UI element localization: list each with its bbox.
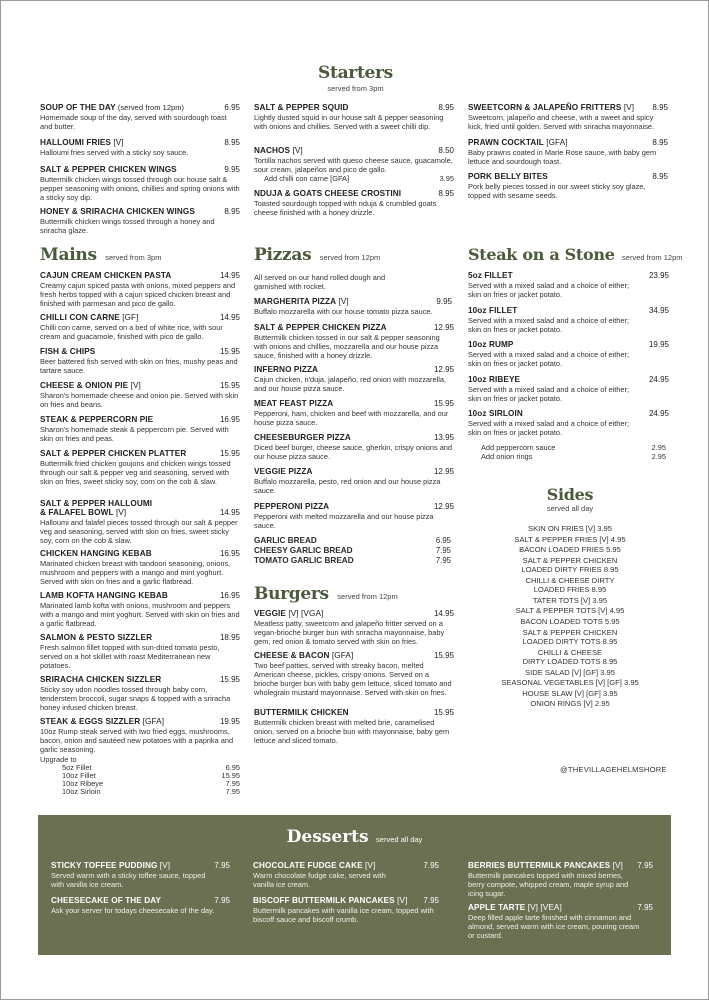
- bread-price: 7.95: [435, 546, 451, 555]
- menu-item: [253, 861, 439, 889]
- item-price: 8.95: [652, 103, 668, 112]
- upgrade-label: Upgrade to: [40, 755, 77, 764]
- item-name: STEAK & EGGS SIZZLER: [40, 717, 141, 726]
- sides-title: Sides: [546, 485, 594, 504]
- side-item: SALT & PEPPER CHICKEN: [522, 627, 618, 637]
- menu-item: [254, 323, 454, 360]
- side-item: BACON LOADED TOTS 5.95: [520, 616, 620, 626]
- extra-price: 2.95: [651, 443, 666, 452]
- item-description: Sweetcorn, jalapeño and cheese, with a sweet and spicy kick, fried until golden. Served with sriracha mayonnaise.: [468, 113, 655, 131]
- item-description: Diced beef burger, cheese sauce, gherkin, crispy onions and our house pizza sauce.: [254, 443, 453, 461]
- extra-price: 3.95: [439, 174, 454, 183]
- item-name: CAJUN CREAM CHICKEN PASTA: [40, 271, 172, 280]
- item-name: SOUP OF THE DAY: [40, 103, 116, 112]
- item-price: 12.95: [433, 323, 454, 332]
- item-description: Toasted sourdough topped with nduja & crumbled goats cheese finished with a honey drizzle.: [254, 199, 437, 217]
- side-item: BACON LOADED FRIES 5.95: [519, 545, 621, 555]
- item-description: Served with a mixed salad and a choice of either; skin on fries or jacket potato.: [468, 385, 630, 403]
- item-tag: [V]: [394, 896, 408, 905]
- item-tag: [V]: [336, 297, 349, 306]
- menu-item: [254, 651, 454, 697]
- desserts-header: [38, 827, 671, 847]
- item-description: Buffalo mozzarella, pesto, red onion and our house pizza sauce.: [254, 477, 441, 495]
- side-item: LOADED FRIES 8.95: [533, 584, 607, 594]
- menu-item: [40, 207, 240, 235]
- item-price: 8.95: [224, 138, 240, 147]
- item-tag: [V]: [157, 861, 171, 870]
- menu-item: [468, 409, 669, 437]
- item-name: CHEESECAKE OF THE DAY: [51, 896, 162, 905]
- item-description: Buttermilk chicken wings tossed through a honey and sriracha glaze.: [40, 217, 215, 235]
- item-name: SALT & PEPPER HALLOUMI: [40, 499, 153, 508]
- upgrade-option: [62, 788, 240, 796]
- item-price: 7.95: [423, 861, 439, 870]
- steak-title: Steak on a Stone: [468, 245, 615, 264]
- burgers-subtitle: served from 12pm: [337, 592, 398, 601]
- item-price: 15.95: [219, 449, 240, 458]
- item-name: PRAWN COCKTAIL: [468, 138, 544, 147]
- item-tag: [V]: [610, 861, 623, 870]
- item-name: SALMON & PESTO SIZZLER: [40, 633, 153, 642]
- item-description: Cajun chicken, n'duja, jalapeño, red onion with mozzarella, and our house pizza sauce.: [254, 375, 447, 393]
- item-name: 10oz RIBEYE: [468, 375, 521, 384]
- item-description: Buttermilk fried chicken goujons and chicken wings tossed through our salt & pepper veg and seasoning, served with skin on fries, sweet sticky soy, corn on the cob & slaw.: [40, 459, 231, 486]
- item-price: 16.95: [219, 549, 240, 558]
- item-price: 14.95: [219, 313, 240, 322]
- item-price: 7.95: [637, 861, 653, 870]
- sides-list: [468, 524, 672, 710]
- item-price: 6.95: [224, 103, 240, 112]
- item-name: SALT & PEPPER SQUID: [254, 103, 349, 112]
- item-description: Buttermilk chicken tossed in our salt & pepper seasoning with onions and chillies, mozzarella and our house pizza sauce, finished with a honey drizzle.: [254, 333, 440, 360]
- item-description: 10oz Rump steak served with two fried eggs, mushrooms, bacon, onion and sautéed new potatoes with a paprika and garlic seasoning.: [40, 727, 234, 754]
- menu-item: [254, 189, 454, 217]
- item-price: 7.95: [214, 861, 230, 870]
- item-name: SWEETCORN & JALAPEÑO FRITTERS: [468, 103, 622, 112]
- item-name: MARGHERITA PIZZA: [254, 297, 337, 306]
- item-price: 14.95: [219, 271, 240, 280]
- item-price: 34.95: [648, 306, 669, 315]
- item-tag: [V]: [290, 146, 303, 155]
- item-description: Lightly dusted squid in our house salt & pepper seasoning with onions and chillies. Served with a sweet chilli dip.: [254, 113, 444, 131]
- item-name: NDUJA & GOATS CHEESE CROSTINI: [254, 189, 402, 198]
- option-label: 10oz Ribeye: [62, 779, 104, 788]
- option-label: 10oz Sirloin: [62, 787, 101, 796]
- side-item: DIRTY LOADED TOTS 8.95: [522, 656, 618, 666]
- menu-item: [468, 903, 653, 940]
- bread-item: [254, 546, 451, 556]
- item-name: HONEY & SRIRACHA CHICKEN WINGS: [40, 207, 195, 216]
- desserts-title: Desserts: [286, 827, 369, 847]
- side-item: SALT & PEPPER FRIES [V] 4.95: [514, 534, 626, 544]
- item-description: Creamy cajun spiced pasta with onions, mixed peppers and fresh herbs topped with a cajun spiced chicken breast and finished with parmesan and pico de gallo.: [40, 281, 236, 308]
- item-tag: [V]: [128, 381, 141, 390]
- item-price: 19.95: [648, 340, 669, 349]
- pizzas-header: [254, 245, 454, 265]
- item-tag: [V]: [362, 861, 376, 870]
- menu-item: [40, 381, 240, 409]
- item-description: Ask your server for todays cheesecake of the day.: [51, 906, 215, 915]
- menu-item: [468, 861, 653, 898]
- item-name: SALT & PEPPER CHICKEN PLATTER: [40, 449, 187, 458]
- upgrade-list: [40, 764, 240, 796]
- menu-item: [468, 138, 668, 166]
- option-price: 7.95: [225, 787, 240, 796]
- item-description: Meatless patty, sweetcorn and jalapeño fritter served on a vegan-brioche burger bun with sriracha mayonnaise, baby gem, red onion & tomato served with skin on fries.: [254, 619, 445, 646]
- item-price: 9.95: [436, 297, 452, 306]
- item-description: Buttermilk chicken breast with melted brie, caramelised onion, served on a brioche bun with mayonnaise, baby gem lettuce and sliced tomato.: [254, 718, 450, 745]
- item-price: 8.50: [438, 146, 454, 155]
- item-price: 13.95: [433, 433, 454, 442]
- item-description: Sharon's homemade cheese and onion pie. Served with skin on fries and beans.: [40, 391, 239, 409]
- item-tag: [V]: [111, 138, 124, 147]
- social-handle: @THEVILLAGEHELMSHORE: [560, 765, 667, 774]
- option-price: 15.95: [221, 771, 240, 780]
- pizzas-title: Pizzas: [254, 245, 312, 265]
- item-price: 24.95: [648, 409, 669, 418]
- item-description: Beer battered fish served with skin on fries, mushy peas and tartare sauce.: [40, 357, 238, 375]
- burgers-title: Burgers: [254, 584, 329, 604]
- menu-item: [254, 365, 454, 393]
- mains-title: Mains: [40, 245, 97, 265]
- item-price: 7.95: [637, 903, 653, 912]
- item-name: STEAK & PEPPERCORN PIE: [40, 415, 154, 424]
- item-name: CHEESE & BACON: [254, 651, 330, 660]
- item-name-line2: & FALAFEL BOWL: [40, 508, 114, 517]
- bread-item: [254, 536, 451, 546]
- item-tag: [V] [VEA]: [525, 903, 562, 912]
- item-description: Fresh salmon fillet topped with sun-dried tomato pesto, served on a hot skillet with roast Mediterranean new potatoes.: [40, 643, 220, 670]
- steak-extras: [481, 444, 666, 461]
- menu-item: [254, 103, 454, 131]
- item-name: APPLE TARTE: [468, 903, 526, 912]
- item-description: Pork belly pieces tossed in our sweet sticky soy glaze, topped with sesame seeds.: [468, 182, 646, 200]
- desserts-panel: [38, 815, 671, 955]
- menu-item: [51, 861, 230, 889]
- item-description: Homemade soup of the day, served with sourdough toast and butter.: [40, 113, 227, 131]
- item-price: 14.95: [433, 609, 454, 618]
- menu-item: [254, 502, 454, 530]
- item-price: 12.95: [433, 502, 454, 511]
- item-description: Served with a mixed salad and a choice of either; skin on fries or jacket potato.: [468, 281, 630, 299]
- desserts-subtitle: served all day: [376, 835, 423, 844]
- item-name: CHILLI CON CARNE: [40, 313, 120, 322]
- item-name: STICKY TOFFEE PUDDING: [51, 861, 158, 870]
- item-description: Halloumi fries served with a sticky soy sauce.: [40, 148, 189, 157]
- item-description: Marinated chicken breast with tandoori seasoning, onions, mushroom and peppers with a mango and mint yoghurt. Served with skin on fries and a garlic flatbread.: [40, 559, 231, 586]
- menu-item: [254, 467, 454, 495]
- item-name: 10oz RUMP: [468, 340, 514, 349]
- item-name: BERRIES BUTTERMILK PANCAKES: [468, 861, 611, 870]
- item-description: Sticky soy udon noodles tossed through baby corn, tenderstem broccoli, sugar snaps & topped with a sriracha honey infused chicken breast.: [40, 685, 231, 712]
- menu-item: [40, 499, 240, 545]
- item-name: 5oz FILLET: [468, 271, 513, 280]
- item-tag: [V]: [621, 103, 635, 112]
- menu-item: [40, 633, 240, 670]
- menu-item: [40, 313, 240, 341]
- item-price: 15.95: [219, 675, 240, 684]
- item-price: 15.95: [219, 381, 240, 390]
- item-price: 15.95: [433, 708, 454, 717]
- sides-subtitle: served all day: [546, 504, 594, 513]
- item-price: 15.95: [219, 347, 240, 356]
- item-name: 10oz SIRLOIN: [468, 409, 523, 418]
- menu-item: [40, 138, 240, 157]
- starters-subtitle: served from 3pm: [327, 84, 384, 93]
- menu-item: [254, 399, 454, 427]
- burgers-header: [254, 584, 454, 604]
- item-name: INFERNO PIZZA: [254, 365, 319, 374]
- menu-item: [40, 347, 240, 375]
- item-description: Sharon's homemade steak & peppercorn pie. Served with skin on fries and peas.: [40, 425, 229, 443]
- extra-label: Add peppercorn sauce: [481, 443, 556, 452]
- item-description: Buffalo mozzarella with our house tomato pizza sauce.: [254, 307, 433, 316]
- item-description: Served with a mixed salad and a choice of either; skin on fries or jacket potato.: [468, 316, 630, 334]
- side-item: SEASONAL VEGETABLES [V] [GF] 3.95: [501, 678, 639, 688]
- item-note: (served from 12pm): [115, 103, 185, 112]
- item-name: CHICKEN HANGING KEBAB: [40, 549, 152, 558]
- menu-item: [254, 297, 452, 316]
- item-name: HALLOUMI FRIES: [40, 138, 111, 147]
- item-price: 14.95: [219, 508, 240, 517]
- item-name: SALT & PEPPER CHICKEN PIZZA: [254, 323, 387, 332]
- item-price: 8.95: [438, 103, 454, 112]
- item-description: Deep filled apple tarte finished with cinnamon and almond, served warm with ice cream, pouring cream or custard.: [468, 913, 640, 940]
- item-price: 19.95: [219, 717, 240, 726]
- side-item: CHILLI & CHEESE DIRTY: [525, 575, 615, 585]
- menu-item: [51, 896, 230, 915]
- side-item: SIDE SALAD [V] [GF] 3.95: [525, 667, 615, 677]
- item-tag: [GFA]: [140, 717, 165, 726]
- menu-item: [40, 271, 240, 308]
- item-description: Halloumi and falafel pieces tossed through our salt & pepper veg and seasoning, served with skin on fries, sweet sticky soy, corn on the cob & slaw.: [40, 518, 238, 545]
- mains-subtitle: served from 3pm: [105, 253, 162, 262]
- item-price: 7.95: [214, 896, 230, 905]
- menu-item: [40, 549, 240, 586]
- item-tag: [V] [VGA]: [286, 609, 324, 618]
- menu-item: [254, 433, 454, 461]
- side-item: CHILLI & CHEESE: [537, 647, 603, 657]
- bread-label: TOMATO GARLIC BREAD: [254, 556, 354, 565]
- item-name: PORK BELLY BITES: [468, 172, 548, 181]
- side-item: LOADED DIRTY FRIES 8.95: [521, 564, 619, 574]
- item-price: 18.95: [219, 633, 240, 642]
- option-price: 6.95: [225, 763, 240, 772]
- item-description: Buttermilk pancakes with vanilla ice cream, topped with biscoff sauce and biscoff crumb.: [253, 906, 434, 924]
- menu-item: [253, 896, 439, 924]
- item-extra: [254, 174, 454, 183]
- item-name: SRIRACHA CHICKEN SIZZLER: [40, 675, 162, 684]
- item-description: Buttermilk chicken wings tossed through our house salt & pepper seasoning with onions, chillies and spring onions with a sticky soy dip.: [40, 175, 240, 202]
- menu-item: [468, 172, 668, 200]
- menu-item: [254, 609, 454, 646]
- item-price: 16.95: [219, 415, 240, 424]
- item-price: 8.95: [438, 189, 454, 198]
- menu-item: [40, 103, 240, 131]
- bread-label: CHEESY GARLIC BREAD: [254, 546, 353, 555]
- item-name: VEGGIE PIZZA: [254, 467, 313, 476]
- option-label: 10oz Fillet: [62, 771, 96, 780]
- steak-subtitle: served from 12pm: [622, 253, 683, 262]
- menu-item: [40, 449, 240, 486]
- menu-item: [40, 675, 240, 712]
- side-item: SKIN ON FRIES [V] 3.95: [528, 524, 612, 533]
- item-description: Pepperoni, ham, chicken and beef with mozzarella, and our house pizza sauce.: [254, 409, 449, 427]
- item-tag: [V]: [113, 508, 127, 517]
- menu-item: [40, 717, 240, 796]
- steak-header: [468, 245, 683, 265]
- item-price: 15.95: [433, 399, 454, 408]
- item-description: Warm chocolate fudge cake, served with vanilla ice cream.: [253, 871, 386, 889]
- item-name: NACHOS: [254, 146, 291, 155]
- item-description: Baby prawns coated in Marie Rose sauce, with baby gem lettuce and sourdough toast.: [468, 148, 657, 166]
- side-item: ONION RINGS [V] 2.95: [530, 699, 610, 709]
- menu-item: [468, 306, 669, 334]
- starters-title: Starters: [318, 63, 393, 83]
- menu-item: [468, 340, 669, 368]
- item-name: 10oz FILLET: [468, 306, 518, 315]
- item-description: Two beef patties, served with streaky bacon, melted American cheese, pickles, crispy onions. Served on a brioche burger bun with baby gem lettuce, sliced tomato and wholegrain mustard mayonnaise. Served with skin on fries.: [254, 661, 452, 697]
- item-name: LAMB KOFTA HANGING KEBAB: [40, 591, 168, 600]
- item-name: FISH & CHIPS: [40, 347, 96, 356]
- starters-header: [1, 63, 709, 93]
- item-price: 8.95: [224, 207, 240, 216]
- item-price: 8.95: [652, 172, 668, 181]
- menu-item: [40, 415, 240, 443]
- option-label: 5oz Fillet: [62, 763, 92, 772]
- item-name: MEAT FEAST PIZZA: [254, 399, 334, 408]
- bread-list: [254, 536, 451, 566]
- item-name: BUTTERMILK CHICKEN: [254, 708, 349, 717]
- item-description: Buttermilk pancakes topped with mixed berries, berry compote, whipped cream, maple syrup and icing sugar.: [468, 871, 629, 898]
- mains-header: [40, 245, 240, 265]
- extra-price: 2.95: [651, 451, 666, 461]
- bread-price: 6.95: [435, 536, 451, 545]
- menu-item: [254, 708, 454, 745]
- bread-label: GARLIC BREAD: [254, 536, 317, 545]
- item-price: 16.95: [219, 591, 240, 600]
- side-item: SALT & PEPPER TOTS [V] 4.95: [515, 606, 625, 616]
- item-tag: [GFA]: [543, 138, 568, 147]
- item-price: 9.95: [224, 165, 240, 174]
- item-name: CHEESEBURGER PIZZA: [254, 433, 351, 442]
- pizzas-subtitle: served from 12pm: [319, 253, 381, 262]
- menu-item: [254, 146, 454, 183]
- sides-header: [468, 485, 672, 513]
- extra-label: Add onion rings: [481, 451, 533, 461]
- side-item: TATER TOTS [V] 3.95: [532, 595, 608, 605]
- item-name: SALT & PEPPER CHICKEN WINGS: [40, 165, 177, 174]
- item-description: Marinated lamb kofta with onions, mushroom and peppers with a mango and mint yoghurt. Served with skin on fries and a garlic flatbread.: [40, 601, 240, 628]
- item-description: Served with a mixed salad and a choice of either; skin on fries or jacket potato.: [468, 350, 630, 368]
- item-name: BISCOFF BUTTERMILK PANCAKES: [253, 896, 395, 905]
- item-name: PEPPERONI PIZZA: [254, 502, 330, 511]
- menu-item: [468, 271, 669, 299]
- item-description: Pepperoni with melted mozzarella and our house pizza sauce.: [254, 512, 434, 530]
- item-price: 12.95: [433, 467, 454, 476]
- bread-price: 7.95: [435, 556, 451, 565]
- extra-label: Add chilli con carne [GFA]: [264, 174, 350, 183]
- item-description: Served warm with a sticky toffee sauce, topped with vanilla ice cream.: [51, 871, 206, 889]
- item-tag: [GF]: [119, 313, 139, 322]
- side-item: LOADED DIRTY TOTS 8.95: [522, 636, 618, 646]
- item-name: VEGGIE: [254, 609, 286, 618]
- menu-item: [40, 165, 240, 202]
- item-description: Served with a mixed salad and a choice of either; skin on fries or jacket potato.: [468, 419, 630, 437]
- option-price: 7.95: [225, 779, 240, 788]
- steak-extra: [481, 453, 666, 462]
- item-price: 7.95: [423, 896, 439, 905]
- item-price: 24.95: [648, 375, 669, 384]
- item-price: 12.95: [433, 365, 454, 374]
- pizzas-intro: All served on our hand rolled dough and garnished with rocket.: [254, 273, 386, 291]
- menu-item: [468, 103, 668, 131]
- item-description: Tortilla nachos served with queso cheese sauce, guacamole, sour cream, jalapeños and pico de gallo.: [254, 156, 453, 174]
- item-name: CHEESE & ONION PIE: [40, 381, 129, 390]
- menu-item: [468, 375, 669, 403]
- item-name: CHOCOLATE FUDGE CAKE: [253, 861, 363, 870]
- side-item: HOUSE SLAW [V] [GF] 3.95: [522, 688, 618, 698]
- item-tag: [GFA]: [329, 651, 354, 660]
- item-price: 23.95: [648, 271, 669, 280]
- bread-item: [254, 556, 451, 566]
- item-price: 15.95: [433, 651, 454, 660]
- menu-item: [40, 591, 240, 628]
- item-description: Chilli con carne, served on a bed of white rice, with sour cream and guacamole, finished with pico de gallo.: [40, 323, 223, 341]
- item-price: 8.95: [652, 138, 668, 147]
- side-item: SALT & PEPPER CHICKEN: [522, 555, 618, 565]
